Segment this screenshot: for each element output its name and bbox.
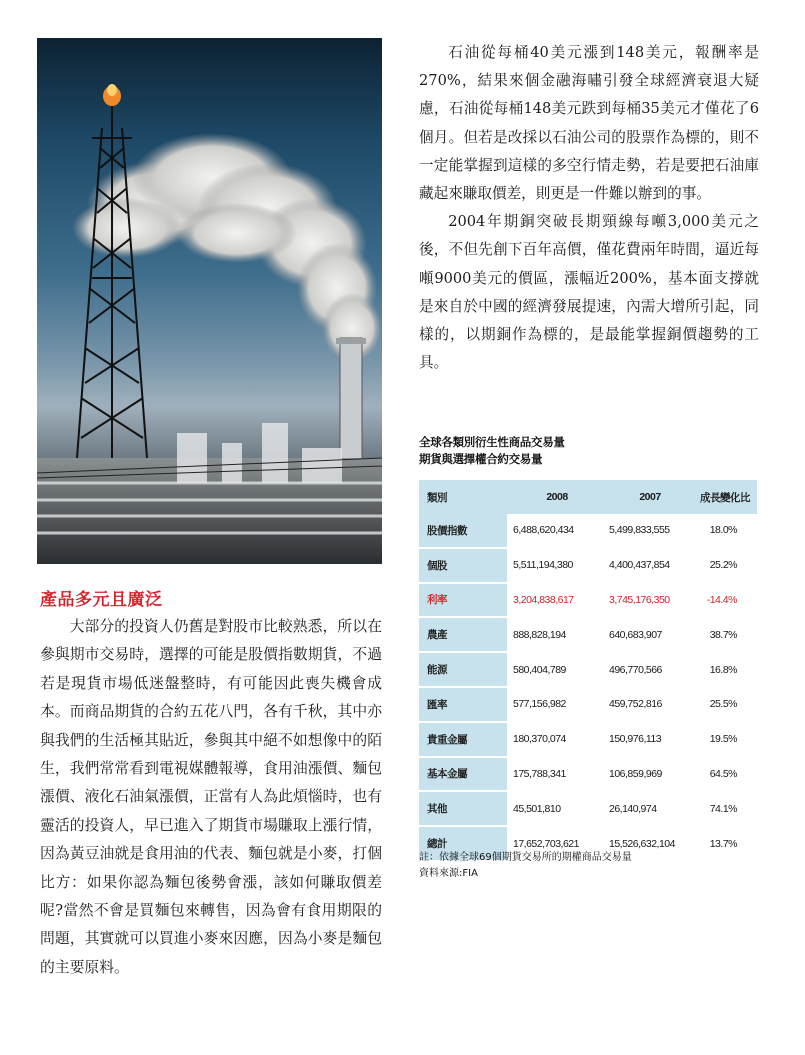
article-left-column [40,613,382,982]
table-row [419,758,757,791]
cell-category: 貴重金屬 [419,723,507,756]
table-row [419,618,757,651]
cell-category: 個股 [419,549,507,582]
table-title-line-2: 期貨與選擇權合約交易量 [419,452,543,466]
article-right-column [419,39,759,377]
table-note: 註：依據全球69個期貨交易所的期權商品交易量 [419,852,632,863]
cell-2007: 15,526,632,104 [607,827,693,860]
cell-growth: 64.5% [693,758,757,791]
cell-2008: 45,501,810 [507,792,607,825]
table-row [419,688,757,721]
section-title: 產品多元且廣泛 [40,590,163,610]
cell-2007: 459,752,816 [607,688,693,721]
table-body [419,514,757,860]
cell-2007: 106,859,969 [607,758,693,791]
cell-2007: 4,400,437,854 [607,549,693,582]
cell-category: 其他 [419,792,507,825]
cell-2008: 175,788,341 [507,758,607,791]
cell-2007: 5,499,833,555 [607,514,693,547]
table-title [419,434,565,468]
cell-category: 基本金屬 [419,758,507,791]
cell-2008: 888,828,194 [507,618,607,651]
cell-2008: 5,511,194,380 [507,549,607,582]
table-row [419,792,757,825]
cell-category: 農產 [419,618,507,651]
cell-category: 總計 [419,827,507,860]
cell-growth: 25.5% [693,688,757,721]
refinery-photo [37,38,382,564]
table-row [419,653,757,686]
table-header-row [419,480,757,514]
refinery-illustration [37,38,382,564]
cell-growth: -14.4% [693,584,757,617]
paragraph-oil: 石油從每桶40美元漲到148美元，報酬率是270%，結果來個金融海嘯引發全球經濟衰退大疑慮，石油從每桶148美元跌到每桶35美元才僅花了6個月。但若是改採以石油公司的股票作為標的，則不一定能掌握到這樣的多空行情走勢，若是要把石油庫藏起來賺取價差，則更是一件難以辦到的事。 [419,44,759,203]
cell-growth: 18.0% [693,514,757,547]
paragraph-copper: 2004年期銅突破長期頸線每噸3,000美元之後，不但先創下百年高價，僅花費兩年時間，逼近每噸9000美元的價區，漲幅近200%，基本面支撐就是來自於中國的經濟發展提速，內需大增所引起，同樣的，以期銅作為標的，是最能掌握銅價趨勢的工具。 [419,213,759,372]
cell-2007: 496,770,566 [607,653,693,686]
table-row [419,584,757,617]
cell-2007: 150,976,113 [607,723,693,756]
cell-growth: 38.7% [693,618,757,651]
header-2007: 2007 [639,491,661,503]
paragraph-commodities: 大部分的投資人仍舊是對股市比較熟悉，所以在參與期市交易時，選擇的可能是股價指數期貨，不過若是現貨市場低迷盤整時，有可能因此喪失機會成本。而商品期貨的合約五花八門，各有千秋，其中亦與我們的生活極其貼近，參與其中絕不如想像中的陌生，我們常常看到電視媒體報導，食用油漲價、麵包漲價、液化石油氣漲價，正當有人為此煩惱時，也有靈活的投資人，早已進入了期貨市場賺取上漲行情，因為黃豆油就是食用油的代表、麵包就是小麥，打個比方：如果你認為麵包後勢會漲，該如何賺取價差呢?當然不會是買麵包來轉售，因為會有食用期限的問題，其實就可以買進小麥來因應，因為小麥是麵包的主要原料。 [40,618,382,976]
table-row [419,723,757,756]
cell-2008: 580,404,789 [507,653,607,686]
cell-2008: 577,156,982 [507,688,607,721]
cell-2007: 26,140,974 [607,792,693,825]
table-row [419,549,757,582]
cell-2008: 180,370,074 [507,723,607,756]
derivatives-volume-table [419,480,757,860]
cell-growth: 74.1% [693,792,757,825]
header-growth: 成長變化比 [700,491,750,504]
table-source: 資料來源:FIA [419,868,478,879]
header-category: 類別 [427,491,447,504]
cell-category: 股價指數 [419,514,507,547]
cell-growth: 16.8% [693,653,757,686]
table-title-line-1: 全球各類別衍生性商品交易量 [419,435,565,449]
cell-2007: 640,683,907 [607,618,693,651]
table-row [419,514,757,547]
cell-2008: 3,204,838,617 [507,584,607,617]
table-footnote [419,850,632,882]
cell-2007: 3,745,176,350 [607,584,693,617]
cell-growth: 13.7% [693,827,757,860]
cell-2008: 17,652,703,621 [507,827,607,860]
cell-growth: 19.5% [693,723,757,756]
cell-category: 匯率 [419,688,507,721]
cell-2008: 6,488,620,434 [507,514,607,547]
cell-category: 能源 [419,653,507,686]
header-2008: 2008 [546,491,568,503]
cell-growth: 25.2% [693,549,757,582]
cell-category: 利率 [419,584,507,617]
